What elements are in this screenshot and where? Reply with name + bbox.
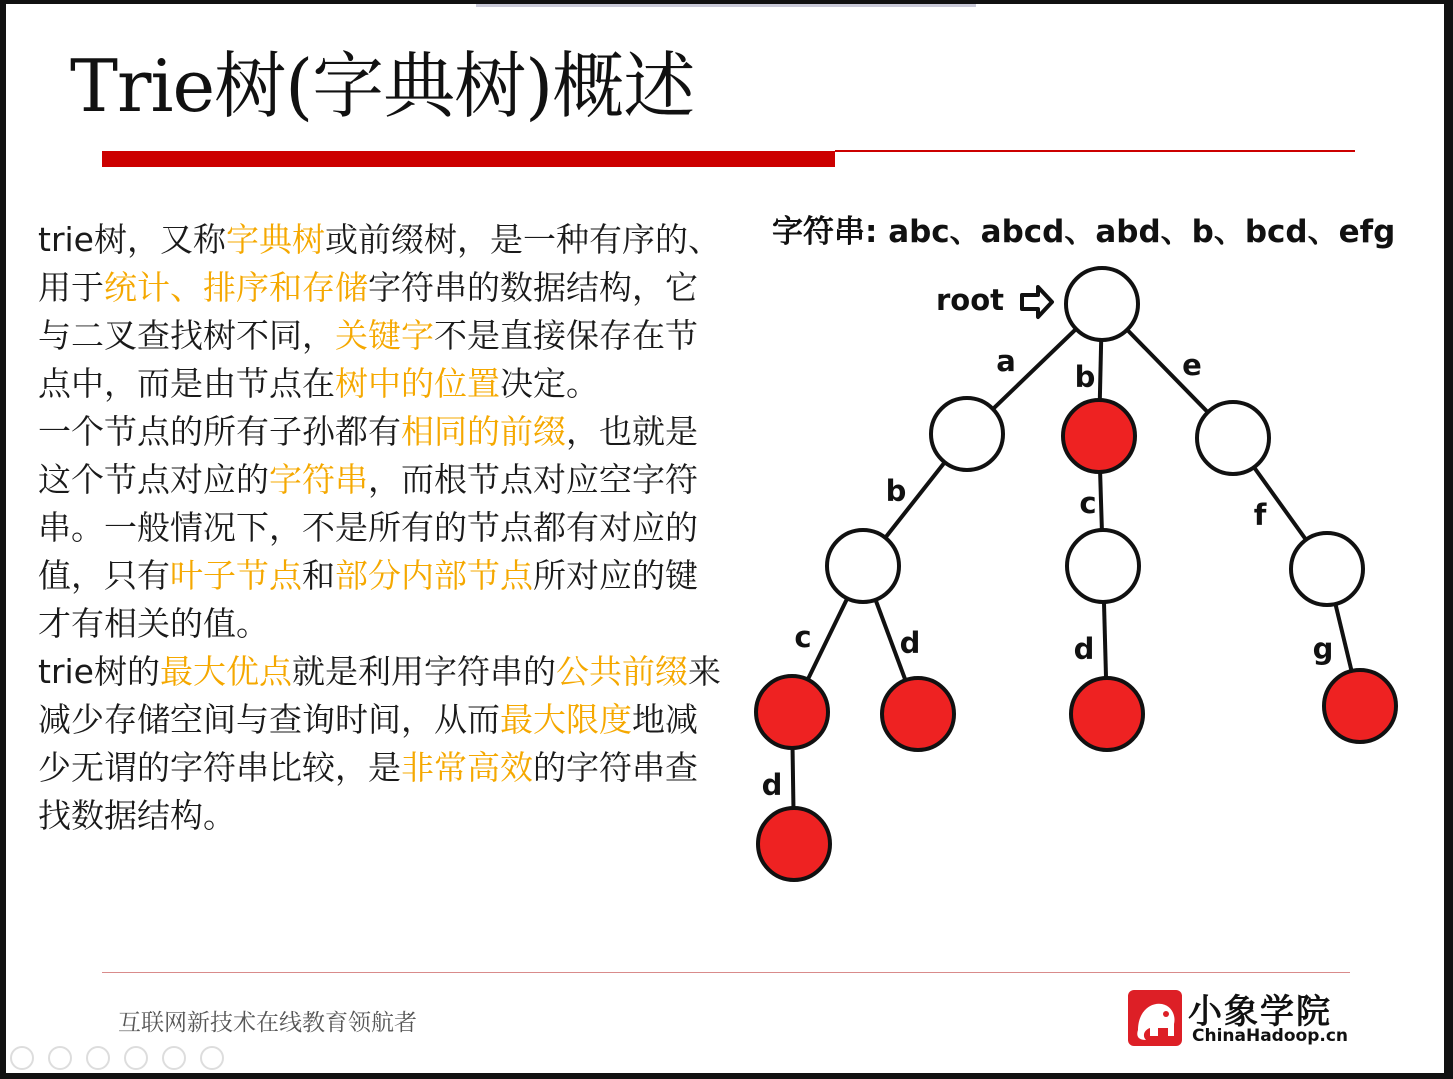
root-arrow-icon — [1022, 287, 1052, 317]
trie-node — [931, 398, 1003, 470]
url-watermark: https://blog.csdn.net/weixin_43213056 — [1150, 1055, 1443, 1073]
text-run: trie树的 — [38, 652, 160, 691]
highlighted-phrase: 树中的位置 — [335, 364, 500, 403]
edge-label: d — [1073, 632, 1095, 666]
trie-node — [1197, 402, 1269, 474]
text-run: 来减少存储空间与查询时间，从而 — [38, 652, 721, 739]
trie-diagram — [6, 4, 1444, 1073]
slide-title: Trie树(字典树)概述 — [70, 44, 695, 128]
logo-english-name: ChinaHadoop.cn — [1192, 1026, 1349, 1046]
trie-node-terminal — [758, 808, 830, 880]
highlighted-phrase: 公共前缀 — [555, 652, 688, 691]
trie-node-terminal — [756, 676, 828, 748]
edge-label: e — [1182, 348, 1202, 382]
edge-label: d — [899, 626, 921, 660]
edge-label: c — [794, 620, 812, 654]
text-run: ，也就是这个节点对应的 — [38, 412, 698, 499]
trie-node-terminal — [1071, 678, 1143, 750]
edge-label: b — [1074, 360, 1096, 394]
text-run: trie树，又称 — [38, 220, 226, 259]
text-run: 或前缀树，是一种有序的、用于 — [38, 220, 721, 307]
slide — [6, 4, 1444, 1073]
trie-node — [1066, 268, 1138, 340]
edge-label: d — [761, 768, 783, 802]
next-control-icon[interactable] — [48, 1046, 72, 1070]
strings-label: 字符串: abc、abcd、abd、b、bcd、efg — [772, 214, 1396, 250]
text-run: 的字符串查找数据结构。 — [38, 748, 698, 835]
highlighted-phrase: 最大限度 — [500, 700, 632, 739]
elephant-icon — [1128, 990, 1182, 1046]
menu-control-icon[interactable] — [124, 1046, 148, 1070]
footer-divider — [102, 972, 1350, 973]
zoom-control-icon[interactable] — [162, 1046, 186, 1070]
prev-control-icon[interactable] — [10, 1046, 34, 1070]
text-run: 和 — [302, 556, 335, 595]
trie-node-terminal — [1324, 670, 1396, 742]
edge-label: g — [1312, 632, 1334, 666]
text-run: 决定。 — [500, 364, 599, 403]
highlighted-phrase: 字典树 — [225, 220, 325, 259]
highlighted-phrase: 部分内部节点 — [335, 556, 533, 595]
edge-label: a — [996, 344, 1016, 378]
trie-node — [1291, 533, 1363, 605]
trie-node-terminal — [882, 678, 954, 750]
edge-label: b — [885, 474, 907, 508]
more-control-icon[interactable] — [200, 1046, 224, 1070]
text-run: 地减少无谓的字符串比较，是 — [38, 700, 698, 787]
text-run: 就是利用字符串的 — [291, 652, 556, 691]
text-run: 不是直接保存在节点中，而是由节点在 — [38, 316, 698, 403]
text-run: 字符串的数据结构，它与二叉查找树不同， — [38, 268, 698, 355]
trie-node-terminal — [1063, 400, 1135, 472]
highlighted-phrase: 相同的前缀 — [401, 412, 566, 451]
pen-control-icon[interactable] — [86, 1046, 110, 1070]
highlighted-phrase: 最大优点 — [159, 652, 292, 691]
text-run: 一个节点的所有子孙都有 — [38, 412, 401, 451]
text-run: ，而根节点对应空字符串。一般情况下，不是所有的节点都有对应的值，只有 — [38, 460, 698, 595]
footer-slogan: 互联网新技术在线教育领航者 — [118, 1010, 417, 1036]
highlighted-phrase: 关键字 — [335, 316, 434, 355]
highlighted-phrase: 统计、排序和存储 — [104, 268, 368, 307]
highlighted-phrase: 非常高效 — [401, 748, 533, 787]
root-label: root — [936, 283, 1005, 317]
highlighted-phrase: 字符串 — [269, 460, 368, 499]
highlighted-phrase: 叶子节点 — [170, 556, 302, 595]
brand-logo — [1128, 988, 1368, 1050]
trie-node — [1067, 530, 1139, 602]
trie-node — [827, 530, 899, 602]
edge-label: c — [1079, 486, 1097, 520]
logo-chinese-name: 小象学院 — [1188, 992, 1332, 1032]
text-run: 所对应的键才有相关的值。 — [38, 556, 698, 643]
edge-label: f — [1253, 498, 1267, 532]
